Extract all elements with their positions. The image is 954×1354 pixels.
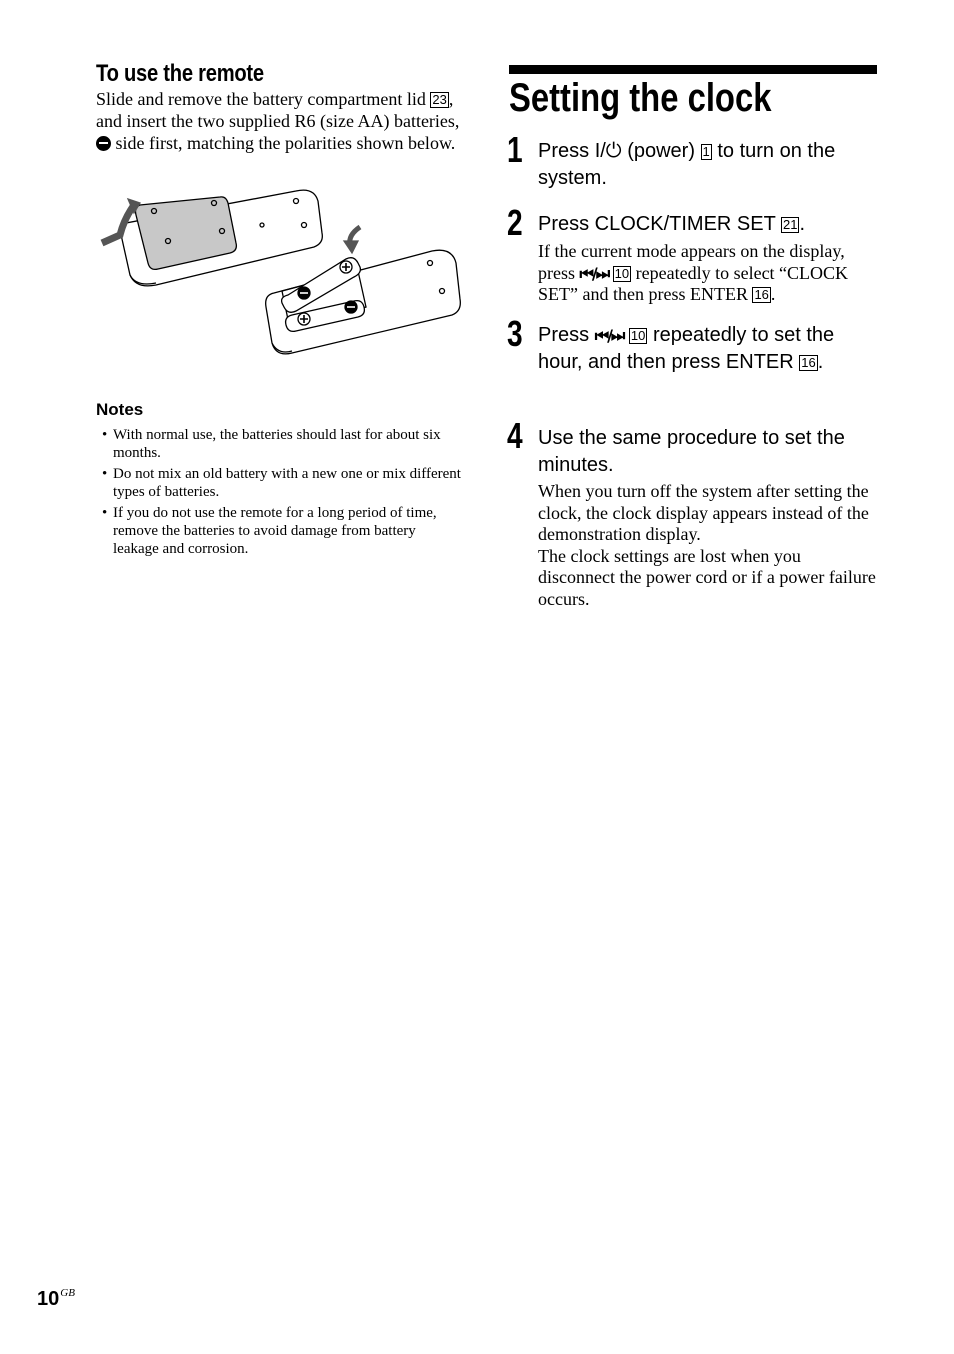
note-item: • If you do not use the remote for a long period of time, remove the batteries to avoid damage from battery leakage and corrosion. (100, 504, 464, 558)
remote-heading: To use the remote (96, 60, 264, 87)
note-item: • Do not mix an old battery with a new one or mix different types of batteries. (100, 465, 464, 501)
page-number-value: 10 (37, 1288, 60, 1310)
step-detail-part: repeatedly to select “CLOCK SET” and then press ENTER (538, 262, 849, 304)
remote-body-part-3: side first, matching the polarities shown below. (115, 132, 456, 153)
section-rule (509, 65, 877, 74)
step-number: 1 (507, 129, 523, 170)
button-reference: 10 (614, 265, 630, 281)
step-text-part: Press (538, 140, 590, 162)
power-icon: I/⏻ (594, 140, 622, 162)
step-text-part: repeatedly to set the hour, and then press ENTER (538, 324, 835, 374)
remote-body-part-1: Slide and remove the battery compartment lid (96, 89, 426, 109)
step-detail-part: . (770, 284, 776, 304)
lid-reference: 23 (432, 92, 447, 107)
step-text-part: Press (538, 324, 590, 346)
step-text-part: (power) (627, 140, 695, 162)
notes-list (100, 426, 464, 561)
button-reference: 1 (702, 144, 710, 159)
step-text-part: . (799, 213, 806, 235)
step-detail-part: The clock settings are lost when you disconnect the power cord or if a power failure occurs. (538, 545, 876, 609)
step-2-detail (538, 241, 880, 306)
button-reference: 16 (754, 287, 769, 302)
step-text-part: . (817, 351, 824, 374)
button-reference: 16 (801, 355, 816, 371)
skip-icon: ⏮/⏭ (594, 326, 624, 345)
skip-icon: ⏮/⏭ (579, 263, 609, 283)
button-reference: 21 (783, 217, 798, 232)
step-1-text (538, 138, 880, 193)
notes-heading: Notes (96, 400, 144, 419)
minus-terminal-icon (96, 136, 111, 151)
step-3-text (538, 322, 838, 377)
step-number: 2 (507, 202, 523, 243)
step-number: 4 (507, 415, 523, 456)
remote-section (96, 60, 466, 154)
step-4-text: Use the same procedure to set the minutes. (538, 427, 845, 477)
step-2-text (538, 211, 880, 238)
step-detail-part: When you turn off the system after setting the clock, the clock display appears instead of the demonstration display. (538, 481, 869, 544)
remote-instructions (96, 89, 461, 154)
step-number: 3 (507, 313, 523, 354)
page-number-suffix: GB (60, 1287, 75, 1299)
battery-insertion-illustration (96, 183, 466, 363)
remote-body-part-2: , and insert the two supplied R6 (size AA) batteries, (96, 89, 460, 131)
step-text-part: to turn on the system. (538, 140, 836, 190)
step-text-part: Press CLOCK/TIMER SET (538, 213, 776, 235)
page-number (37, 1287, 75, 1311)
button-reference: 10 (630, 328, 646, 343)
section-title: Setting the clock (509, 76, 772, 120)
step-4-detail (538, 481, 880, 610)
step-detail-part: If the current mode appears on the display, press (538, 241, 845, 283)
note-item: • With normal use, the batteries should last for about six months. (100, 426, 464, 462)
